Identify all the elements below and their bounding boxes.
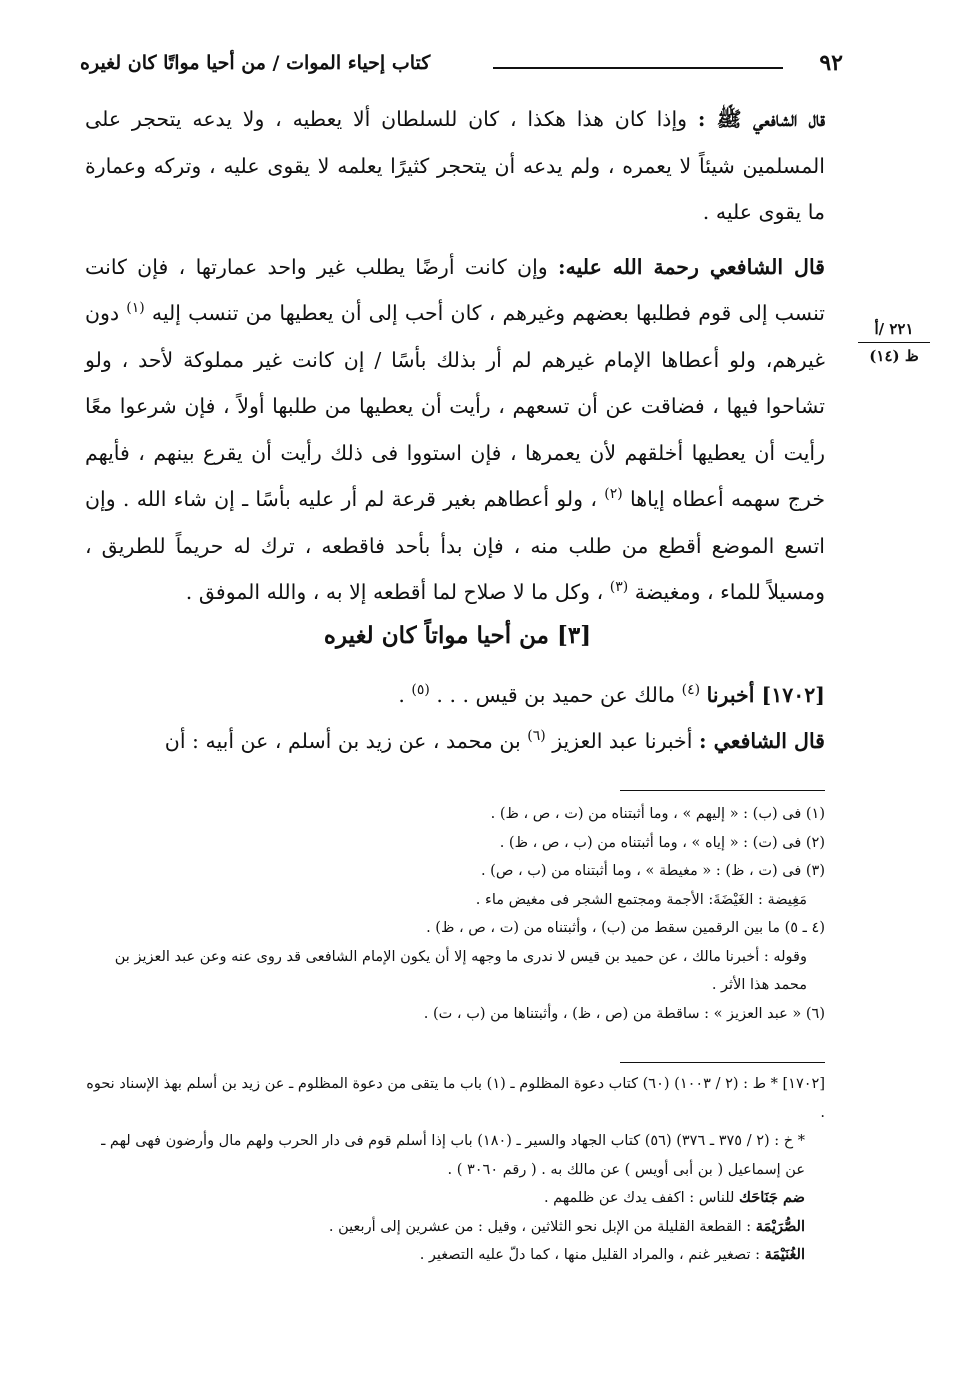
page-header — [80, 50, 843, 84]
paragraph-2 — [85, 244, 825, 616]
footnote-3-gloss: مَغِيضة : الغَيْضَةَ: الأجمة ومجتمع الشجر فى مغيض ماء . — [475, 891, 807, 908]
hadith-number-lead: [١٧٠٢] أخبرنا — [706, 683, 825, 707]
hadith-block — [85, 672, 825, 764]
footnote-ref-3: (٣) — [609, 579, 629, 596]
paragraph-2-part-2: دون غيرهم، ولو أعطاها الإمام غيرهم لم أر بذلك بأسًا / إن كانت غير مملوكة لأحد ، ولو تشاحوا فيها ، فضاقت عن أن تسعهم ، رأيت أن يعطيها من طلبها أولاً ، فإن شرعوا معًا رأيت أن يعطيها أخلقهم لأن يعمرها ، فإن استووا فى ذلك رأيت أن يقرع بينهم ، فأيهم خرج سهمه أعطاه إياها — [85, 301, 825, 511]
paragraph-2-lead: قال الشافعي رحمة الله عليه: — [558, 254, 825, 279]
footnotes-divider — [620, 790, 825, 791]
gloss-3 — [78, 1241, 825, 1270]
paragraph-1 — [85, 96, 825, 236]
running-title: كتاب إحياء الموات / من أحيا مواتًا كان لغيره — [80, 52, 431, 74]
paragraph-1-lead: قال الشافعي ﷺ : — [697, 107, 825, 131]
source-bukhari: * خ : (٢ / ٣٧٥ ـ ٣٧٦) (٥٦) كتاب الجهاد والسير ـ (١٨٠) باب إذا أسلم قوم فى دار الحرب ولهم مال وأرضون فهى لهم ـ عن إسماعيل ( بن أبى أويس ) عن مالك به . ( رقم ٣٠٦٠ ) . — [101, 1133, 805, 1178]
gloss-2-word: الصُّرَيْمَة — [755, 1217, 805, 1235]
gloss-1-word: ضم جَنَاحَك — [739, 1189, 805, 1206]
gloss-1-text: للناس : اكفف يدك عن ظلمهم . — [543, 1190, 735, 1206]
footnote-2: (٢) فى (ت) : « إياه » ، وما أثبتناه من (ب ، ص ، ظ) . — [499, 834, 825, 851]
gloss-3-text: : تصغير غنم ، والمراد القليل منها ، كما دلّ عليه التصغير . — [419, 1247, 761, 1263]
footnote-ref-2: (٢) — [604, 486, 623, 503]
hadith-1702-line — [85, 672, 825, 718]
manuscript-margin-note — [858, 316, 930, 369]
footnote-3: (٣) فى (ت ، ظ) : « مغيطة » ، وما أثبتناه من (ب ، ص) . — [480, 863, 825, 879]
footnote-1: (١) فى (ب) : « إليهم » ، وما أثبتناه من (ت ، ص ، ظ) . — [490, 806, 825, 822]
footnote-ref-6: (٦) — [527, 728, 546, 745]
footnote-ref-4: (٤) — [681, 682, 701, 699]
paragraph-3-part-2: بن محمد ، عن زيد بن أسلم ، عن أبيه : أن — [164, 729, 521, 753]
paragraph-3-part-1: أخبرنا عبد العزيز — [552, 729, 693, 753]
source-muwatta: [١٧٠٢] * ط : (٢ / ١٠٠٣) (٦٠) كتاب دعوة المظلوم ـ (١) باب ما يتقى من دعوة المظلوم ـ عن زيد بن أسلم بهذ الإسناد نحوه . — [86, 1076, 825, 1121]
footnotes — [90, 800, 825, 1028]
paragraph-2-part-1: وإن كانت أرضًا يطلب غير واحد عمارتها ، فإن كانت تنسب إلى قوم فطلبها بعضهم وغيرهم ، كان أحب إلى أن يعطيها من تنسب إليه — [85, 254, 825, 325]
hadith-1702-text: مالك عن حميد بن قيس . . . — [436, 683, 676, 707]
footnote-4-5: (٤ ـ ٥) ما بين الرقمين سقط من (ب) ، وأثبتناه من (ت ، ص ، ظ) . — [426, 920, 825, 936]
section-heading: [٣] من أحيا مواتاً كان لغيره — [323, 622, 592, 649]
hadith-1702-end: . — [398, 683, 405, 707]
paragraph-1-text: وإذا كان هذا هكذا ، كان للسلطان ألا يعطيه ، ولا يدعه يتحجر على المسلمين شيئاً لا يعمره ، ولم يدعه أن يتحجر كثيرًا يعلمه لا يقوى عليه ، وتركه وعمارة ما يقوى عليه . — [85, 107, 825, 224]
header-rule — [493, 67, 783, 69]
gloss-2 — [78, 1213, 825, 1242]
gloss-3-word: الغُنَيْمَة — [764, 1246, 805, 1263]
main-text — [85, 96, 825, 624]
footnote-6: (٦) « عبد العزيز » : ساقطة من (ص ، ظ) ، وأثبتناها من (ب ، ت) . — [423, 1005, 825, 1022]
gloss-2-text: : القطعة القليلة من الإبل نحو الثلاثين ، وقيل : من عشرين إلى أربعين . — [328, 1218, 752, 1235]
hadith-sources — [78, 1070, 825, 1270]
footnote-ref-1: (١) — [126, 300, 145, 317]
paragraph-2-part-3: ، ولو أعطاهم بغير قرعة لم أر عليه بأسًا ـ إن شاء الله . وإن اتسع الموضع أقطع من طلب منه ، فإن بدأ بأحد فاقطعه ، ترك له حريماً للطريق ، ومسيلاً للماء ، ومغيضة — [85, 487, 825, 604]
paragraph-3-lead: قال الشافعي : — [698, 729, 825, 753]
footnote-4-5-comment: وقوله : أخبرنا مالك ، عن حميد بن قيس لا ندرى ما وجهه إلا أن يكون الإمام الشافعى قد روى عنه وعن عبد العزيز بن محمد هذا الأثر . — [114, 948, 807, 993]
paragraph-3 — [85, 718, 825, 764]
paragraph-2-part-4: ، وكل ما لا صلاح لما أقطعه إلا به ، والله الموفق . — [185, 580, 604, 604]
footnote-ref-5: (٥) — [411, 682, 430, 699]
margin-note-manuscript: ظ (١٤) — [869, 347, 919, 365]
margin-note-folio: ٢٢١ /أ — [858, 316, 930, 343]
gloss-1 — [78, 1184, 825, 1213]
page-number: ٩٢ — [819, 50, 843, 76]
sources-divider — [620, 1062, 825, 1063]
